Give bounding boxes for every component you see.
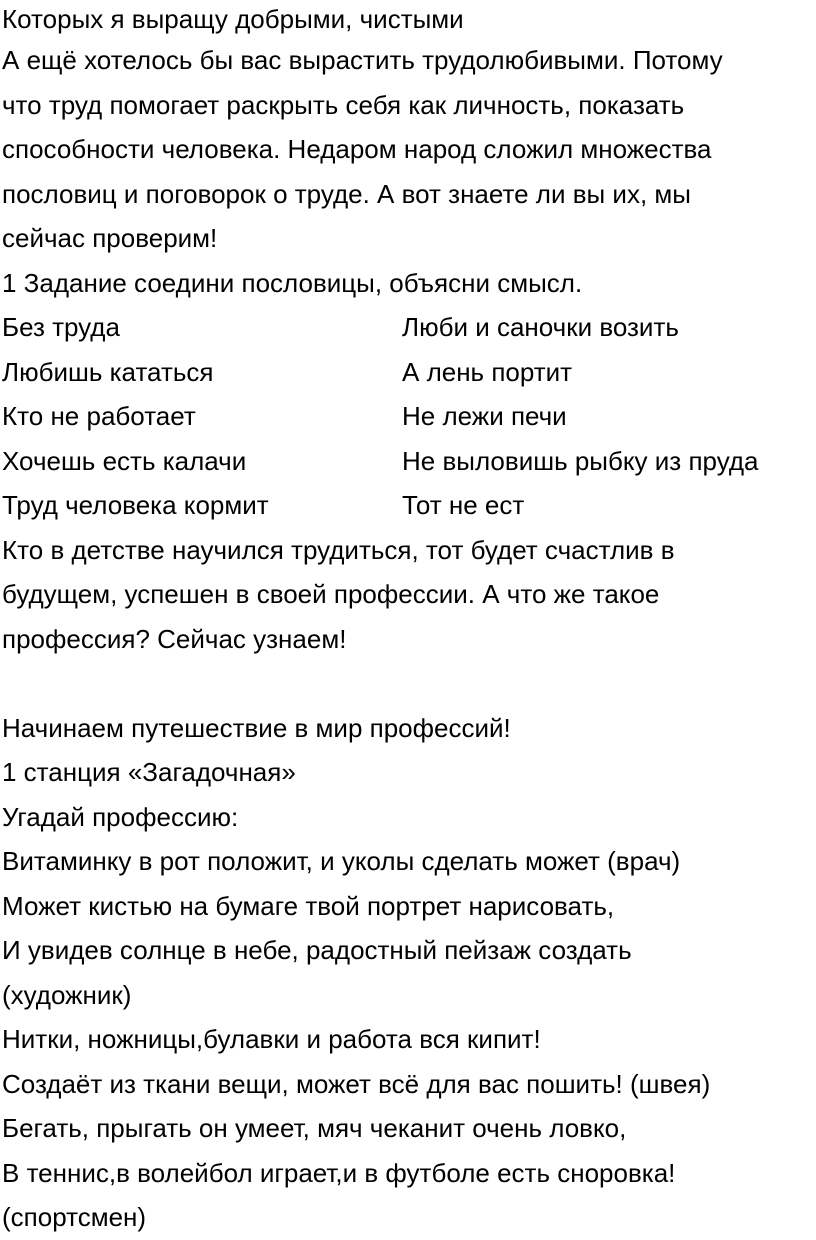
intro-line: сейчас проверим! — [2, 223, 218, 253]
proverb-start: Труд человека кормит — [2, 490, 269, 520]
riddle-prompt: Угадай профессию: — [2, 801, 239, 832]
proverb-row — [0, 439, 816, 484]
proverb-end: А лень портит — [402, 356, 573, 387]
riddle-line: Создаёт из ткани вещи, может всё для вас пошить! (швея) — [2, 1068, 711, 1099]
proverb-row — [0, 394, 816, 439]
intro-line: Которых я выращу добрыми, чистыми — [2, 4, 464, 34]
intro-line: способности человека. Недаром народ сложил множества — [2, 134, 712, 164]
proverb-row — [0, 483, 816, 528]
paragraph-line: будущем, успешен в своей профессии. А что же такое — [2, 579, 660, 609]
proverb-end: Тот не ест — [402, 490, 525, 520]
proverb-end: Не лежи печи — [402, 401, 567, 431]
riddle-line: Витаминку в рот положит, и уколы сделать может (врач) — [2, 846, 681, 876]
riddle-line: (спортсмен) — [2, 1202, 147, 1232]
journey-heading: Начинаем путешествие в мир профессий! — [2, 712, 511, 743]
paragraph-line: профессия? Сейчас узнаем! — [2, 623, 347, 654]
proverb-start: Без труда — [2, 312, 120, 342]
blank-line — [0, 661, 816, 706]
paragraph-line: Кто в детстве научился трудиться, тот будет счастлив в — [2, 534, 675, 565]
intro-line: пословиц и поговорок о труде. А вот знаете ли вы их, мы — [2, 178, 691, 209]
proverb-start: Любишь кататься — [2, 356, 214, 387]
station-title: 1 станция «Загадочная» — [2, 757, 296, 787]
task-title: 1 Задание соедини пословицы, объясни смысл. — [2, 267, 583, 298]
proverb-row — [0, 350, 816, 395]
riddle-line: И увидев солнце в небе, радостный пейзаж создать — [2, 935, 632, 965]
proverb-row — [0, 305, 816, 350]
proverb-start: Кто не работает — [2, 401, 196, 431]
riddle-line: В теннис,в волейбол играет,и в футболе есть сноровка! — [2, 1157, 676, 1188]
riddle-line: Может кистью на бумаге твой портрет нарисовать, — [2, 890, 615, 921]
proverb-end: Люби и саночки возить — [402, 312, 679, 342]
proverb-start: Хочешь есть калачи — [2, 445, 247, 476]
intro-line: что труд помогает раскрыть себя как личность, показать — [2, 89, 685, 120]
riddle-line: (художник) — [2, 979, 132, 1010]
riddle-line: Нитки, ножницы,булавки и работа вся кипит! — [2, 1024, 541, 1054]
intro-line: А ещё хотелось бы вас вырастить трудолюбивыми. Потому — [2, 45, 723, 75]
proverb-end: Не выловишь рыбку из пруда — [402, 445, 759, 476]
riddle-line: Бегать, прыгать он умеет, мяч чеканит очень ловко, — [2, 1113, 627, 1143]
